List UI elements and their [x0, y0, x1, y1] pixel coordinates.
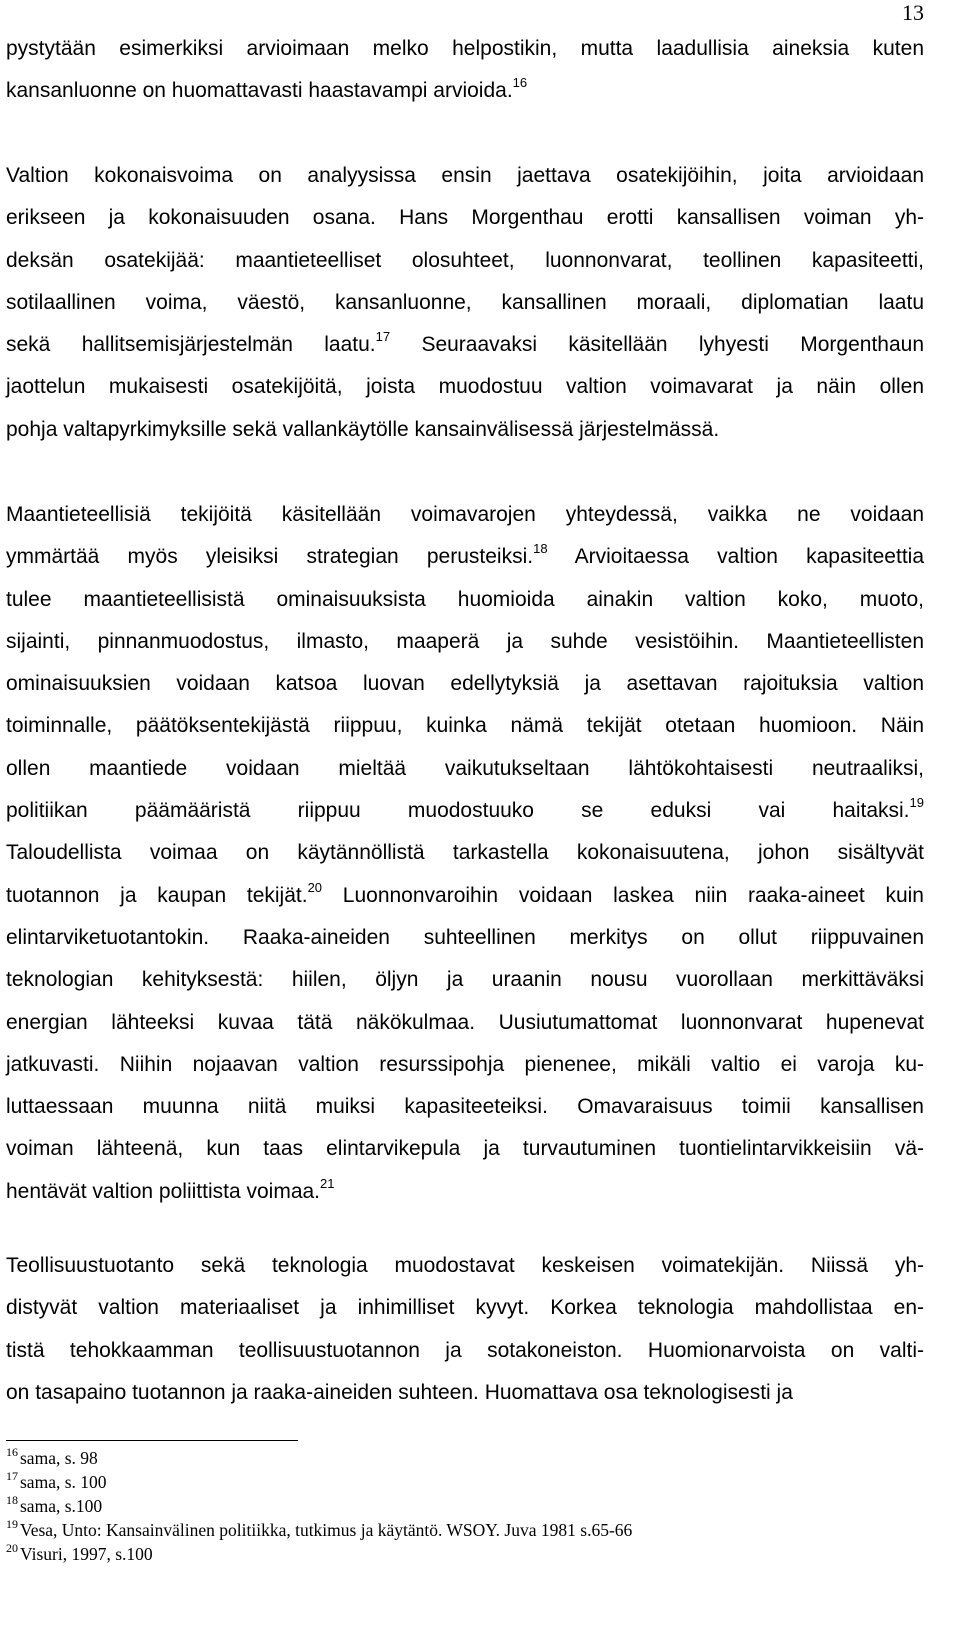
line-text: teknologian kehityksestä: hiilen, öljyn ja uraanin nousu vuorollaan merkittäväksi [6, 968, 924, 992]
text-line [6, 832, 924, 874]
line-text: politiikan päämääristä riippuu muodostuuko se eduksi vai haitaksi. [6, 799, 910, 823]
line-text: sijainti, pinnanmuodostus, ilmasto, maaperä ja suhde vesistöihin. Maantieteellisten [6, 629, 924, 653]
text-line [6, 621, 924, 663]
line-text: toiminnalle, päätöksentekijästä riippuu, kuinka nämä tekijät otetaan huomioon. Näin [6, 714, 924, 738]
footnote-number: 19 [6, 1516, 18, 1531]
text-line [6, 1372, 924, 1414]
line-text-continued: Luonnonvaroihin voidaan laskea niin raaka-aineet kuin [322, 883, 924, 907]
footnote [6, 1516, 924, 1543]
footnote-reference[interactable]: 20 [307, 879, 323, 895]
line-text: on tasapaino tuotannon ja raaka-aineiden suhteen. Huomattava osa teknologisesti ja [6, 1380, 793, 1404]
line-text: sekä hallitsemisjärjestelmän laatu. [6, 333, 376, 357]
line-text: pystytään esimerkiksi arvioimaan melko helpostikin, mutta laadullisia aineksia kuten [6, 37, 924, 60]
line-text: ollen maantiede voidaan mieltää vaikutukseltaan lähtökohtaisesti neutraaliksi, [6, 756, 924, 780]
line-text: ominaisuuksien voidaan katsoa luovan edellytyksiä ja asettavan rajoituksia valtion [6, 672, 924, 696]
text-line [6, 70, 924, 112]
line-text: deksän osatekijää: maantieteelliset olosuhteet, luonnonvarat, teollinen kapasiteetti, [6, 248, 924, 272]
footnote-number: 17 [6, 1469, 18, 1484]
line-text: pohja valtapyrkimyksille sekä vallankäytölle kansainvälisessä järjestelmässä. [6, 417, 720, 441]
text-line [6, 494, 924, 536]
text-line [6, 197, 924, 239]
text-line [6, 790, 924, 832]
footnote [6, 1471, 924, 1495]
text-line [6, 1245, 924, 1287]
text-line [6, 1044, 924, 1086]
footnote-number: 20 [6, 1540, 18, 1555]
line-text: Valtion kokonaisvoima on analyysissa ensin jaettava osatekijöihin, joita arvioidaan [6, 164, 924, 187]
text-line [6, 705, 924, 747]
line-text: energian lähteeksi kuvaa tätä näkökulmaa. Uusiutumattomat luonnonvarat hupenevat [6, 1010, 924, 1034]
text-line [6, 959, 924, 1001]
text-line [6, 748, 924, 790]
footnote-reference[interactable]: 16 [512, 75, 528, 91]
line-text: ymmärtää myös yleisiksi strategian perusteiksi. [6, 545, 534, 569]
paragraph [6, 494, 924, 1213]
text-line [6, 1128, 924, 1170]
line-text: tulee maantieteellisistä ominaisuuksista huomioida ainakin valtion koko, muoto, [6, 587, 924, 611]
line-text: elintarviketuotantokin. Raaka-aineiden suhteellinen merkitys on ollut riippuvainen [6, 925, 924, 949]
line-text: voiman lähteenä, kun taas elintarvikepula ja turvautuminen tuontielintarvikkeisiin vä- [6, 1137, 924, 1161]
page-number: 13 [902, 0, 924, 25]
text-line [6, 1287, 924, 1329]
text-line [6, 366, 924, 408]
text-line [6, 536, 924, 578]
line-text: distyvät valtion materiaaliset ja inhimilliset kyvyt. Korkea teknologia mahdollistaa en- [6, 1296, 924, 1320]
footnote-reference[interactable]: 19 [909, 795, 924, 811]
line-text-continued: Arvioitaessa valtion kapasiteettia [547, 545, 924, 569]
line-text: kansanluonne on huomattavasti haastavampi arvioida. [6, 79, 513, 103]
line-text: luttaessaan muunna niitä muiksi kapasiteeteiksi. Omavaraisuus toimii kansallisen [6, 1095, 924, 1119]
line-text: Maantieteellisiä tekijöitä käsitellään voimavarojen yhteydessä, vaikka ne voidaan [6, 503, 924, 526]
paragraph [6, 155, 924, 451]
line-text: Taloudellista voimaa on käytännöllistä tarkastella kokonaisuutena, johon sisältyvät [6, 841, 924, 865]
footnote-text: Visuri, 1997, s.100 [20, 1543, 153, 1564]
line-text: hentävät valtion poliittista voimaa. [6, 1179, 321, 1203]
footnote-reference[interactable]: 17 [375, 329, 391, 345]
text-line [6, 917, 924, 959]
footnote-number: 16 [6, 1445, 18, 1460]
text-line [6, 28, 924, 70]
text-line [6, 1330, 924, 1372]
line-text: erikseen ja kokonaisuuden osana. Hans Morgenthau erotti kansallisen voiman yh- [6, 206, 924, 230]
paragraph [6, 28, 924, 113]
text-line [6, 282, 924, 324]
footnote-text: sama, s. 100 [20, 1471, 107, 1492]
footnote-separator [6, 1440, 298, 1441]
line-text: jaottelun mukaisesti osatekijöitä, joista muodostuu valtion voimavarat ja näin ollen [6, 375, 924, 399]
text-line [6, 1002, 924, 1044]
line-text: tuotannon ja kaupan tekijät. [6, 883, 308, 907]
footnote-text: sama, s.100 [20, 1495, 103, 1516]
footnote-reference[interactable]: 21 [320, 1175, 335, 1191]
line-text: Teollisuustuotanto sekä teknologia muodostavat keskeisen voimatekijän. Niissä yh- [6, 1254, 924, 1277]
footnotes [6, 1447, 924, 1567]
text-line [6, 155, 924, 197]
footnote-reference[interactable]: 18 [533, 541, 548, 557]
footnote-number: 18 [6, 1492, 18, 1507]
text-line [6, 875, 924, 917]
text-line [6, 324, 924, 366]
line-text-continued: Seuraavaksi käsitellään lyhyesti Morgenthaun [390, 333, 925, 357]
footnote [6, 1447, 924, 1471]
footnote-text: sama, s. 98 [20, 1448, 98, 1468]
text-line [6, 1171, 924, 1213]
line-text: tistä tehokkaamman teollisuustuotannon ja sotakoneiston. Huomionarvoista on valti- [6, 1338, 924, 1362]
footnote [6, 1492, 924, 1519]
line-text: jatkuvasti. Niihin nojaavan valtion resurssipohja pienenee, mikäli valtio ei varoja ku- [6, 1052, 924, 1076]
footnote [6, 1540, 924, 1567]
line-text: sotilaallinen voima, väestö, kansanluonne, kansallinen moraali, diplomatian laatu [6, 290, 924, 314]
text-line [6, 663, 924, 705]
text-line [6, 579, 924, 621]
text-line [6, 240, 924, 282]
footnote-text: Vesa, Unto: Kansainvälinen politiikka, tutkimus ja käytäntö. WSOY. Juva 1981 s.65-66 [20, 1519, 633, 1540]
paragraph [6, 1245, 924, 1414]
text-line [6, 409, 924, 451]
text-line [6, 1086, 924, 1128]
